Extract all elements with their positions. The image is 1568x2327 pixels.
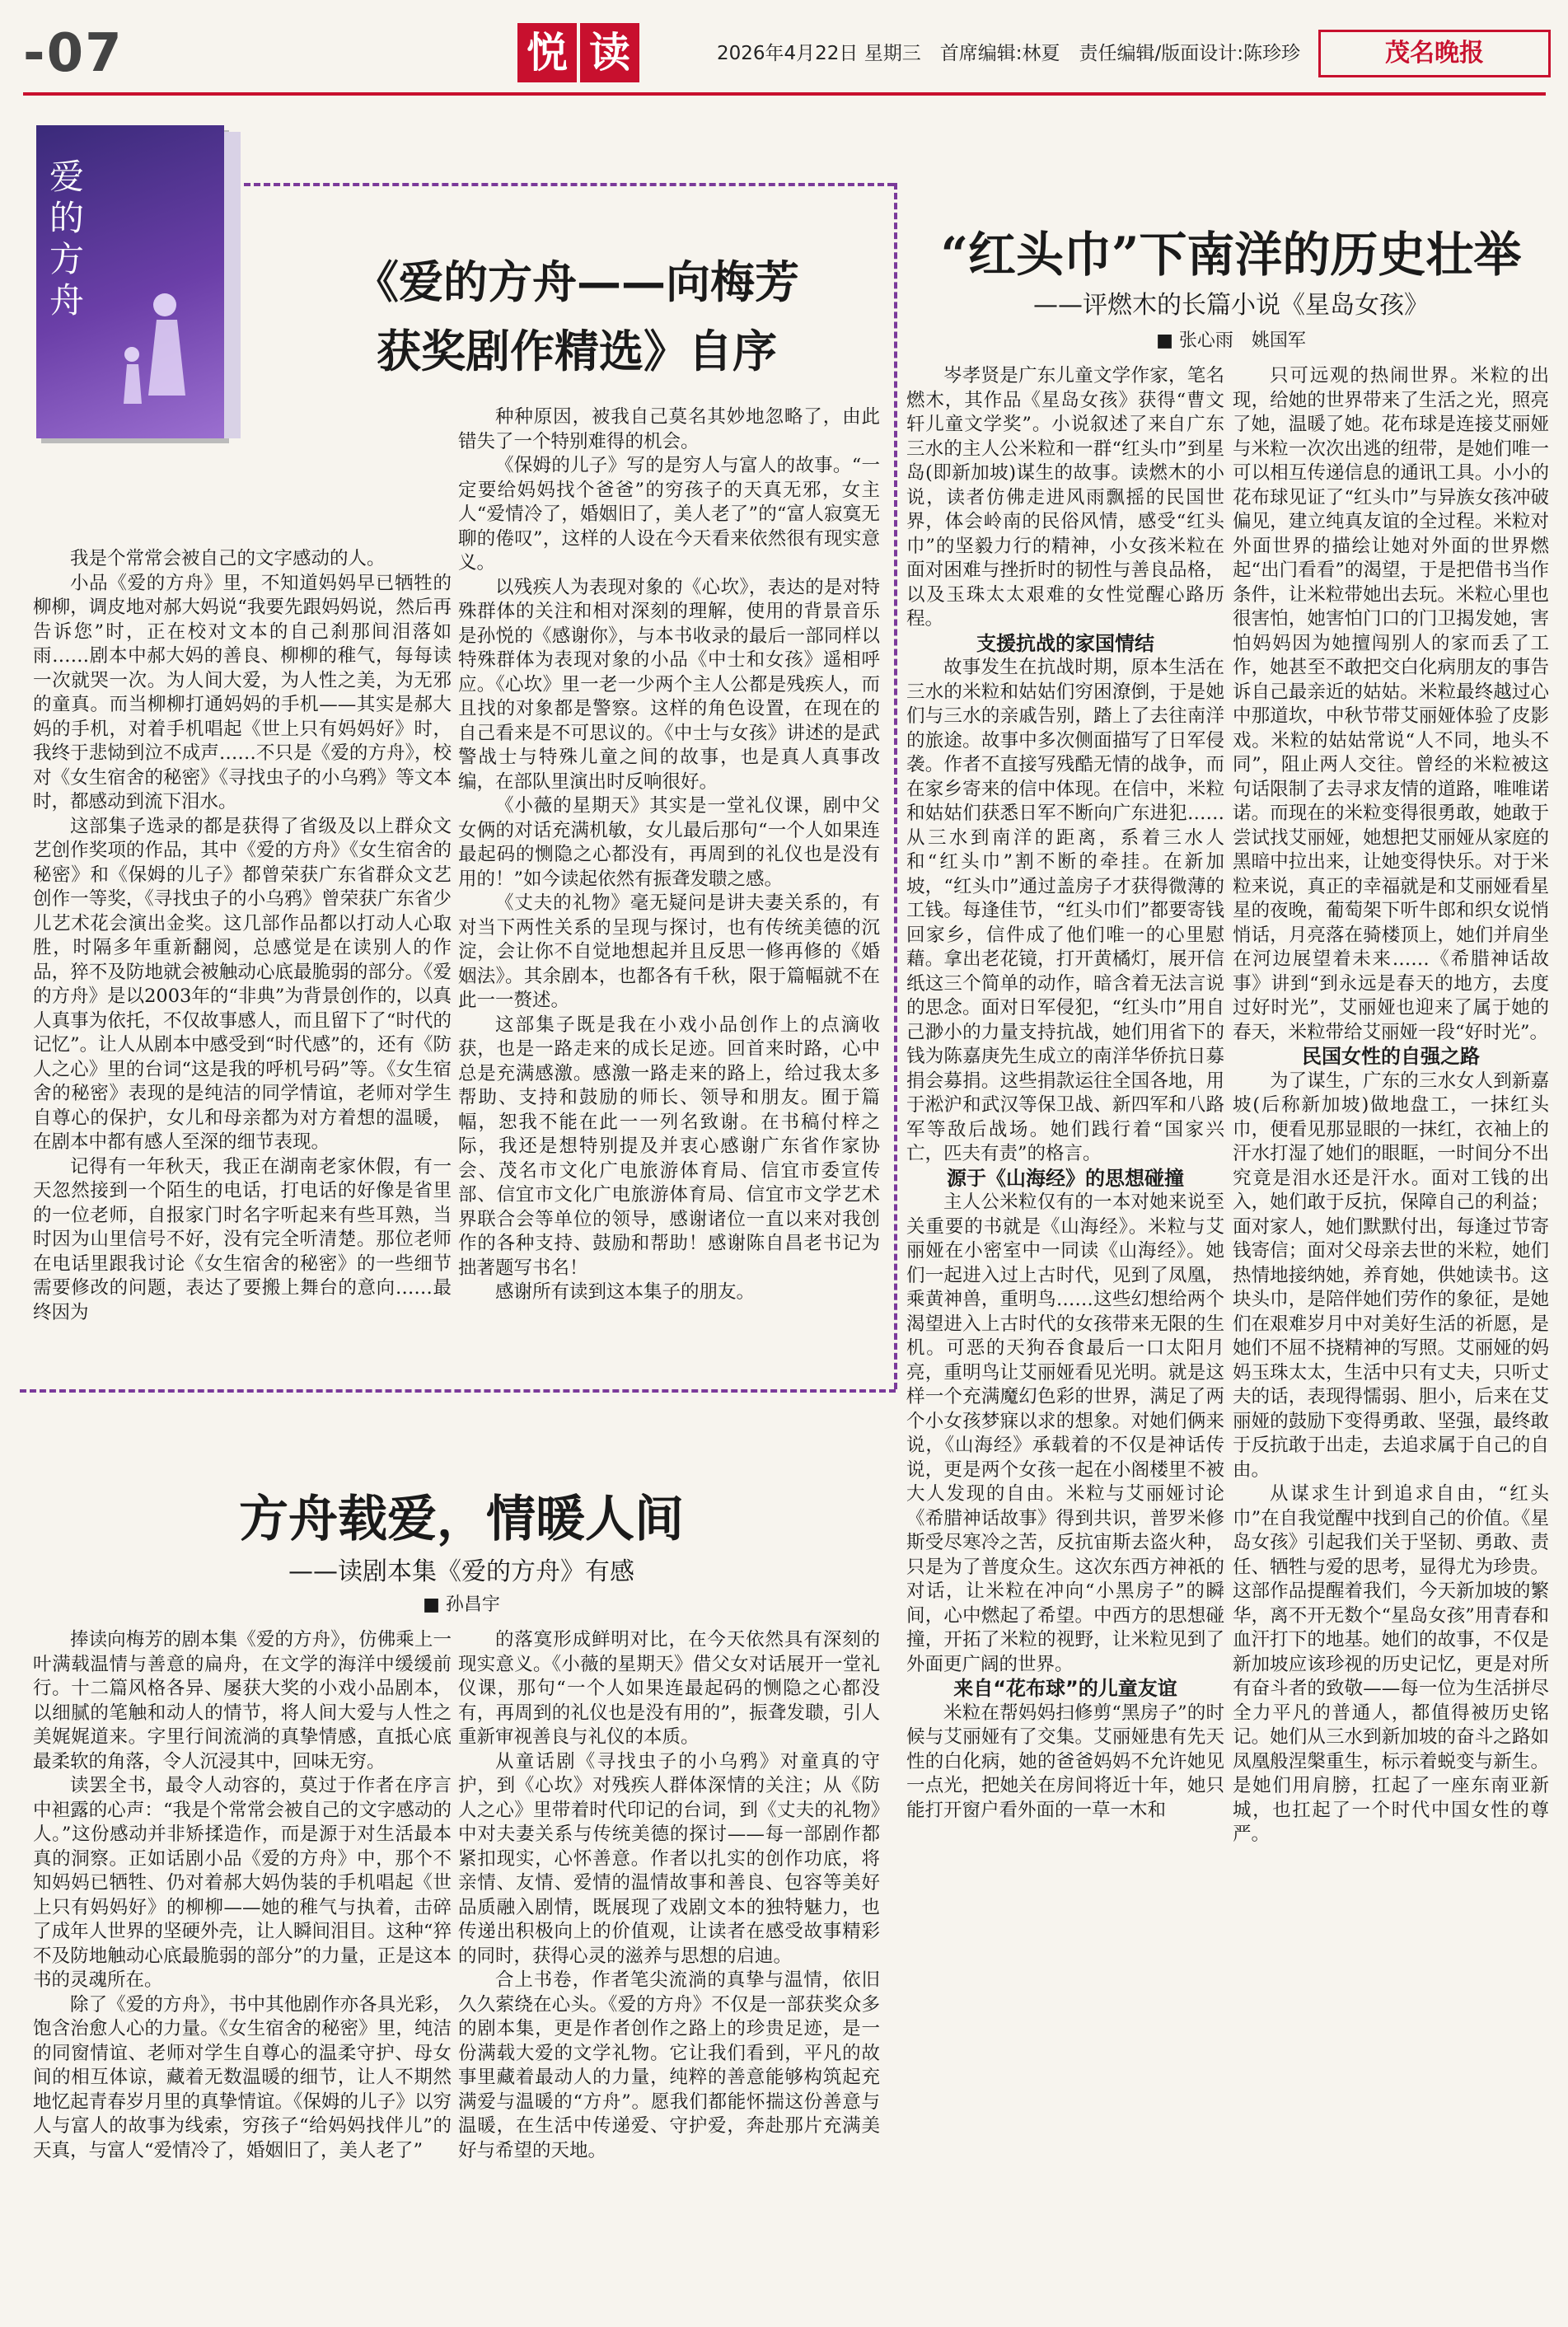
dateline: 2026年4月22日 星期三 首席编辑:林夏 责任编辑/版面设计:陈珍珍 xyxy=(717,43,1300,64)
paragraph: 故事发生在抗战时期，原本生活在三水的米粒和姑姑们穷困潦倒，于是她们与三水的亲戚告别，踏上了去往南洋的旅途。故事中多次侧面描写了日军侵袭。作者不直接写残酷无情的战争，而在家乡寄来的信中体现。在信中，米粒和姑姑们获悉日军不断向广东进犯……从三水到南洋的距离，系着三水人和“红头巾”割不断的牵挂。在新加坡，“红头巾”通过盖房子才获得微薄的工钱。每逢佳节，“红头巾们”都要寄钱回家乡，信件成了他们唯一的心里慰藉。拿出老花镜，打开黄橘灯，展开信纸这三个简单的动作，暗含着无法言说的思念。面对日军侵犯，“红头巾”用自己渺小的力量支持抗战，她们用省下的钱为陈嘉庚先生成立的南洋华侨抗日募捐会募捐。这些捐款运往全国各地，用于淞沪和武汉等保卫战、新四军和八路军等敌后战场。她们践行着“国家兴亡，匹夫有责”的格言。 xyxy=(906,657,1224,1164)
paragraph: 种种原因，被我自己莫名其妙地忽略了，由此错失了一个特别难得的机会。 xyxy=(458,406,880,452)
paragraph: 我是个常常会被自己的文字感动的人。 xyxy=(70,548,386,569)
article2-author: ■ 张心雨 姚国军 xyxy=(1156,330,1306,351)
article2-subhead: ——评燃木的长篇小说《星岛女孩》 xyxy=(1033,291,1429,320)
divider-top xyxy=(244,183,894,186)
section-subheading: 民国女性的自强之路 xyxy=(1302,1045,1480,1068)
article1-headline xyxy=(272,247,882,386)
paragraph: 从谋求生计到追求自由，“红头巾”在自我觉醒中找到自己的价值。《星岛女孩》引起我们关于坚韧、勇敢、责任、牺牲与爱的思考，显得尤为珍贵。这部作品提醒着我们，今天新加坡的繁华，离不开无数个“星岛女孩”用青春和血汗打下的地基。她们的故事，不仅是新加坡应该珍视的历史记忆，更是对所有奋斗者的致敬——每一位为生活拼尽全力平凡的普通人，都值得被历史铭记。她们从三水到新加坡的奋斗之路如凤凰般涅槃重生，标示着蜕变与新生。是她们用肩膀，扛起了一座东南亚新城，也扛起了一个时代中国女性的尊严。 xyxy=(1233,1483,1549,1845)
article1-column1 xyxy=(33,547,452,1383)
section-subheading: 源于《山海经》的思想碰撞 xyxy=(947,1166,1184,1190)
section-subheading: 支援抗战的家国情结 xyxy=(976,631,1154,655)
paragraph: 这部集子既是我在小戏小品创作上的点滴收获，也是一路走来的成长足迹。回首来时路，心中总是充满感激。感激一路走来的路上，给过我太多帮助、支持和鼓励的师长、领导和朋友。囿于篇幅，恕我不能在此一一列名致谢。在书稿付梓之际，我还是想特别提及并衷心感谢广东省作家协会、茂名市文化广电旅游体育局、信宜市委宣传部、信宜市文化广电旅游体育局、信宜市文学艺术界联合会等单位的领导，感谢诸位一直以来对我创作的各种支持、鼓励和帮助！感谢陈自昌老书记为拙著题写书名！ xyxy=(458,1014,880,1279)
article3-column2 xyxy=(458,1628,880,2315)
paragraph: 读罢全书，最令人动容的，莫过于作者在序言中袒露的心声：“我是个常常会被自己的文字感动的人。”这份感动并非矫揉造作，而是源于对生活最本真的洞察。正如话剧小品《爱的方舟》中，那个不知妈妈已牺牲、仍对着郝大妈伪装的手机唱起《世上只有妈妈好》的柳柳——她的稚气与执着，击碎了成年人世界的坚硬外壳，让人瞬间泪目。这种“猝不及防地触动心底最脆弱的部分”的力量，正是这本书的灵魂所在。 xyxy=(33,1775,452,1991)
book-cover-title: 爱的方舟 xyxy=(49,157,85,321)
book-spine xyxy=(224,132,241,438)
article2-headline: “红头巾”下南洋的历史壮举 xyxy=(940,227,1522,283)
section-label-yue: 悦 xyxy=(517,23,577,82)
paragraph: 以残疾人为表现对象的《心坎》，表达的是对特殊群体的关注和相对深刻的理解，使用的背景音乐是孙悦的《感谢你》，与本书收录的最后一部同样以特殊群体为表现对象的小品《中士和女孩》遥相呼应。《心坎》里一老一少两个主人公都是残疾人，而且找的对象都是警察。这样的角色设置，在现在的自己看来是不可思议的。《中士与女孩》讲述的是武警战士与特殊儿童之间的故事，也是真人真事改编，在部队里演出时反响很好。 xyxy=(458,576,880,793)
divider-vertical xyxy=(894,183,897,1389)
paragraph: 岑孝贤是广东儿童文学作家，笔名燃木，其作品《星岛女孩》获得“曹文轩儿童文学奖”。小说叙述了来自广东三水的主人公米粒和一群“红头巾”到星岛(即新加坡)谋生的故事。读燃木的小说，读者仿佛走进风雨飘摇的民国世界，体会岭南的民俗风情，感受“红头巾”的坚毅力行的精神，小女孩米粒在面对困难与挫折时的韧性与善良品格，以及玉珠太太艰难的女性觉醒心路历程。 xyxy=(906,365,1224,630)
divider-middle xyxy=(20,1389,896,1393)
paragraph: 除了《爱的方舟》，书中其他剧作亦各具光彩，饱含治愈人心的力量。《女生宿舍的秘密》里，纯洁的同窗情谊、老师对学生自尊心的温柔守护、母女间的相互体谅，藏着无数温暖的细节，让人不期然地忆起青春岁月里的真挚情谊。《保姆的儿子》以穷人与富人的故事为线索，穷孩子“给妈妈找伴儿”的天真，与富人“爱情冷了，婚姻旧了，美人老了” xyxy=(33,1993,452,2161)
article1-headline-line1: 《爱的方舟——向梅芳 xyxy=(354,255,799,308)
paragraph: 为了谋生，广东的三水女人到新嘉坡(后称新加坡)做地盘工，一抹红头巾，便看见那显眼的一抹红，衣袖上的汗水打湿了她们的眼眶，一时间分不出究竟是泪水还是汗水。面对工钱的出入，她们敢于反抗，保障自己的利益；面对家人，她们默默付出，每逢过节寄钱寄信；面对父母亲去世的米粒，她们热情地接纳她，养育她，供她读书。这块头巾，是陪伴她们劳作的象征，是她们在艰难岁月中对美好生活的祈愿，是她们不屈不挠精神的写照。艾丽娅的妈妈玉珠太太，生活中只有丈夫，只听丈夫的话，表现得懦弱、胆小，后来在艾丽娅的鼓励下变得勇敢、坚强，最终敢于反抗敢于出走，去追求属于自己的自由。 xyxy=(1233,1070,1549,1481)
article3-column1 xyxy=(33,1628,452,2315)
figure-silhouette-icon xyxy=(107,272,206,428)
paragraph: 米粒在帮妈妈扫修剪“黑房子”的时候与艾丽娅有了交集。艾丽娅患有先天性的白化病，她的爸爸妈妈不允许她见一点光，把她关在房间将近十年，她只能打开窗户看外面的一草一木和 xyxy=(906,1702,1224,1821)
section-label-du: 读 xyxy=(580,23,639,82)
article3-subhead: ——读剧本集《爱的方舟》有感 xyxy=(288,1557,634,1586)
newspaper-logo: 茂名晚报 xyxy=(1318,30,1551,77)
article2-column2 xyxy=(1233,364,1549,2315)
article3-headline: 方舟载爱，情暖人间 xyxy=(239,1491,684,1548)
article3-author: ■ 孙昌宇 xyxy=(423,1594,500,1615)
paragraph: 《丈夫的礼物》毫无疑问是讲夫妻关系的，有对当下两性关系的呈现与探讨，也有传统美德的沉淀，会让你不自觉地想起并且反思一修再修的《婚姻法》。其余剧本，也都各有千秋，限于篇幅就不在此一一赘述。 xyxy=(458,892,880,1011)
header-rule xyxy=(23,92,1546,96)
paragraph: 感谢所有读到这本集子的朋友。 xyxy=(495,1281,756,1303)
paragraph: 从童话剧《寻找虫子的小乌鸦》对童真的守护，到《心坎》对残疾人群体深情的关注；从《防人之心》里带着时代印记的台词，到《丈夫的礼物》中对夫妻关系与传统美德的探讨——每一部剧作都紧扣现实，心怀善意。作者以扎实的创作功底，将亲情、友情、爱情的温情故事和善良、包容等美好品质融入剧情，既展现了戏剧文本的独特魅力，也传递出积极向上的价值观，让读者在感受故事精彩的同时，获得心灵的滋养与思想的启迪。 xyxy=(458,1750,880,1967)
paragraph: 这部集子选录的都是获得了省级及以上群众文艺创作奖项的作品，其中《爱的方舟》《女生宿舍的秘密》和《保姆的儿子》都曾荣获广东省群众文艺创作一等奖，《寻找虫子的小乌鸦》曾荣获广东省少儿艺术花会演出金奖。这几部作品都以打动人心取胜，时隔多年重新翻阅，总感觉是在读别人的作品，猝不及防地就会被触动心底最脆弱的部分。《爱的方舟》是以2003年的“非典”为背景创作的，以真人真事为依托，不仅故事感人，而且留下了“时代的记忆”。让人从剧本中感受到“时代感”的，还有《防人之心》里的台词“这是我的呼机号码”等。《女生宿舍的秘密》表现的是纯洁的同学情谊，老师对学生自尊心的保护，女儿和母亲都为对方着想的温暖，在剧本中都有感人至深的细节表现。 xyxy=(33,815,452,1153)
paragraph: 只可远观的热闹世界。米粒的出现，给她的世界带来了生活之光，照亮了她，温暖了她。花布球是连接艾丽娅与米粒一次次出逃的纽带，是她们唯一可以相互传递信息的通讯工具。小小的花布球见证了“红头巾”与异族女孩冲破偏见，建立纯真友谊的全过程。米粒对外面世界的描绘让她对外面的世界燃起“出门看看”的渴望，于是把借书当作条件，让米粒带她出去玩。米粒心里也很害怕，她害怕门口的门卫揭发她，害怕妈妈因为她擅闯别人的家而丢了工作，她甚至不敢把交白化病朋友的事告诉自己最亲近的姑姑。米粒最终越过心中那道坎，中秋节带艾丽娅体验了皮影戏。米粒的姑姑常说“人不同，地头不同”，阻止两人交往。曾经的米粒被这句话限制了去寻求友情的道路，唯唯诺诺。而现在的米粒变得很勇敢，她敢于尝试找艾丽娅，她想把艾丽娅从家庭的黑暗中拉出来，让她变得快乐。对于米粒来说，真正的幸福就是和艾丽娅看星星的夜晚，葡萄架下听牛郎和织女说悄悄话，月亮落在骑楼顶上，她们并肩坐在河边展望着未来……《希腊神话故事》讲到“到永远是春天的地方，去度过好时光”，艾丽娅也迎来了属于她的春天，米粒带给艾丽娅一段“好时光”。 xyxy=(1233,365,1549,1043)
paragraph: 小品《爱的方舟》里，不知道妈妈早已牺牲的柳柳，调皮地对郝大妈说“我要先跟妈妈说，然后再告诉您”时，正在校对文本的自己刹那间泪落如雨……剧本中郝大妈的善良、柳柳的稚气，每每读一次就哭一次。为人间大爱，为人性之美，为无邪的童真。而当柳柳打通妈妈的手机——其实是郝大妈的手机，对着手机唱起《世上只有妈妈好》时，我终于悲恸到泣不成声……不只是《爱的方舟》，校对《女生宿舍的秘密》《寻找虫子的小乌鸦》等文本时，都感动到流下泪水。 xyxy=(33,572,452,812)
paragraph: 捧读向梅芳的剧本集《爱的方舟》，仿佛乘上一叶满载温情与善意的扁舟，在文学的海洋中缓缓前行。十二篇风格各异、屡获大奖的小戏小品剧本，以细腻的笔触和动人的情节，将人间大爱与人性之美娓娓道来。字里行间流淌的真挚情感，直抵心底最柔软的角落，令人沉浸其中，回味无穷。 xyxy=(33,1629,452,1772)
section-subheading: 来自“花布球”的儿童友谊 xyxy=(953,1677,1177,1700)
page-number: -07 xyxy=(23,23,124,84)
paragraph: 《保姆的儿子》写的是穷人与富人的故事。“一定要给妈妈找个爸爸”的穷孩子的天真无邪，女主人“爱情冷了，婚姻旧了，美人老了”的“富人寂寞无聊的倦叹”，这样的人设在今天看来依然很有现实意义。 xyxy=(458,455,880,574)
article1-headline-line2: 获奖剧作精选》自序 xyxy=(377,325,777,377)
paragraph: 《小薇的星期天》其实是一堂礼仪课，剧中父女俩的对话充满机敏，女儿最后那句“一个人如果连最起码的恻隐之心都没有，再周到的礼仪也是没有用的！”如今读起依然有振聋发聩之感。 xyxy=(458,795,880,890)
paragraph: 主人公米粒仅有的一本对她来说至关重要的书就是《山海经》。米粒与艾丽娅在小密室中一同读《山海经》。她们一起进入过上古时代，见到了凤凰，乘黄神兽，重明鸟……这些幻想给两个渴望进入上古时代的女孩带来无限的生机。可恶的天狗吞食最后一口太阳月亮，重明鸟让艾丽娅看见光明。就是这样一个充满魔幻色彩的世界，满足了两个小女孩梦寐以求的想象。对她们俩来说，《山海经》承载着的不仅是神话传说，更是两个女孩一起在小阁楼里不被大人发现的自由。米粒与艾丽娅讨论《希腊神话故事》得到共识，普罗米修斯受尽寒冷之苦，反抗宙斯去盗火种，只是为了普度众生。这次东西方神祇的对话，让米粒在冲向“小黑房子”的瞬间，心中燃起了希望。中西方的思想碰撞，开拓了米粒的视野，让米粒见到了外面更广阔的世界。 xyxy=(906,1192,1224,1675)
article1-column2 xyxy=(458,405,880,1383)
paragraph: 合上书卷，作者笔尖流淌的真挚与温情，依旧久久萦绕在心头。《爱的方舟》不仅是一部获奖众多的剧本集，更是作者创作之路上的珍贵足迹，是一份满载大爱的文学礼物。它让我们看到，平凡的故事里藏着最动人的力量，纯粹的善意能够构筑起充满爱与温暖的“方舟”。愿我们都能怀揣这份善意与温暖，在生活中传递爱、守护爱，奔赴那片充满美好与希望的天地。 xyxy=(458,1969,880,2161)
paragraph: 记得有一年秋天，我正在湖南老家休假，有一天忽然接到一个陌生的电话，打电话的好像是省里的一位老师，自报家门时名字听起来有些耳熟，当时因为山里信号不好，没有完全听清楚。那位老师在电话里跟我讨论《女生宿舍的秘密》的一些细节需要修改的问题，表达了要搬上舞台的意向……最终因为 xyxy=(33,1155,452,1323)
article2-column1 xyxy=(906,364,1224,2315)
paragraph: 的落寞形成鲜明对比，在今天依然具有深刻的现实意义。《小薇的星期天》借父女对话展开一堂礼仪课，那句“一个人如果连最起码的恻隐之心都没有，再周到的礼仪也是没有用的”，振聋发聩，引人重新审视善良与礼仪的本质。 xyxy=(458,1629,880,1748)
